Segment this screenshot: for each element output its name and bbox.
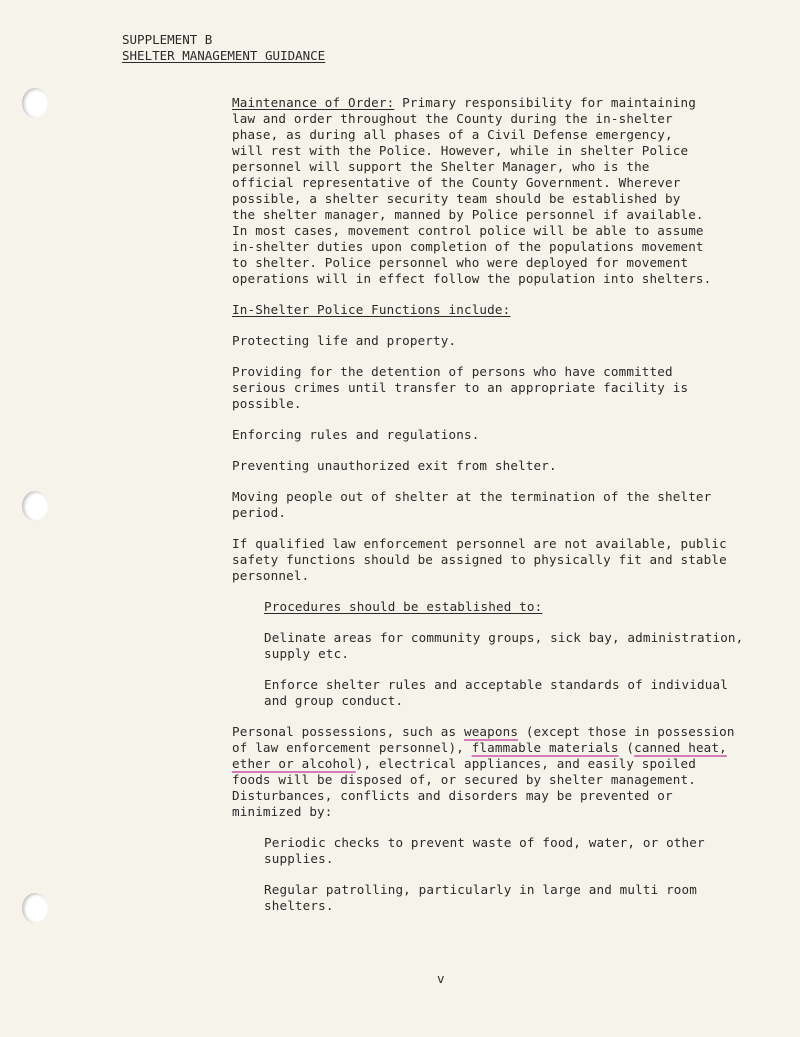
punch-hole: [22, 88, 48, 118]
page-number: v: [437, 971, 445, 986]
flammable-highlight: flammable materials: [471, 740, 619, 755]
prevention-item: Periodic checks to prevent waste of food, water, or other supplies.: [264, 835, 705, 866]
function-item: Moving people out of shelter at the termination of the shelter period.: [232, 489, 712, 520]
function-item: Protecting life and property.: [232, 333, 457, 348]
procedures-heading: Procedures should be established to:: [264, 599, 543, 614]
header-line-1: SUPPLEMENT B: [122, 32, 213, 47]
section-text: Primary responsibility for maintaining law and order throughout the County during the in-shelter phase, as during all phases of a Civil Defense emergency, will rest with the Police. However, while in shelter Police personnel will support the Shelter Manager, who is the official representative of the County Government. Wherever possible, a shelter security team should be established by the shelter manager, manned by Police personnel if available. In most cases, movement control police will be able to assume in-shelter duties upon completion of the populations movement to shelter. Police personnel who were deployed for movement operations will in effect follow the population into shelters.: [232, 95, 712, 286]
function-item: Providing for the detention of persons who have committed serious crimes until transfer to an appropriate facility is possible.: [232, 364, 689, 411]
section-title: Maintenance of Order:: [232, 95, 395, 110]
possessions-text: Personal possessions, such as: [232, 724, 464, 739]
document-body: [232, 95, 762, 929]
possessions-text: (except those in possession of law enforcement personnel),: [232, 724, 735, 755]
maintenance-paragraph: [232, 95, 762, 287]
possessions-text: ), electrical appliances, and easily spoiled foods will be disposed of, or secured by shelter management. Disturbances, conflicts and disorders may be prevented or minimized by:: [232, 756, 696, 819]
page-header: [122, 32, 325, 64]
prevention-item: Regular patrolling, particularly in large and multi room shelters.: [264, 882, 697, 913]
header-line-2: SHELTER MANAGEMENT GUIDANCE: [122, 48, 326, 63]
possessions-paragraph: [232, 724, 762, 820]
weapons-highlight: weapons: [463, 724, 519, 739]
procedure-item: Enforce shelter rules and acceptable standards of individual and group conduct.: [264, 677, 728, 708]
procedure-item: Delinate areas for community groups, sick bay, administration, supply etc.: [264, 630, 744, 661]
punch-hole: [22, 893, 48, 923]
punch-hole: [22, 491, 48, 521]
function-item: If qualified law enforcement personnel are not available, public safety functions should be assigned to physically fit and stable personnel.: [232, 536, 727, 583]
possessions-text: (: [618, 740, 635, 755]
functions-heading: In-Shelter Police Functions include:: [232, 302, 511, 317]
function-item: Enforcing rules and regulations.: [232, 427, 480, 442]
function-item: Preventing unauthorized exit from shelter.: [232, 458, 557, 473]
canned-heat-highlight: canned heat, ether or alcohol: [232, 740, 727, 771]
